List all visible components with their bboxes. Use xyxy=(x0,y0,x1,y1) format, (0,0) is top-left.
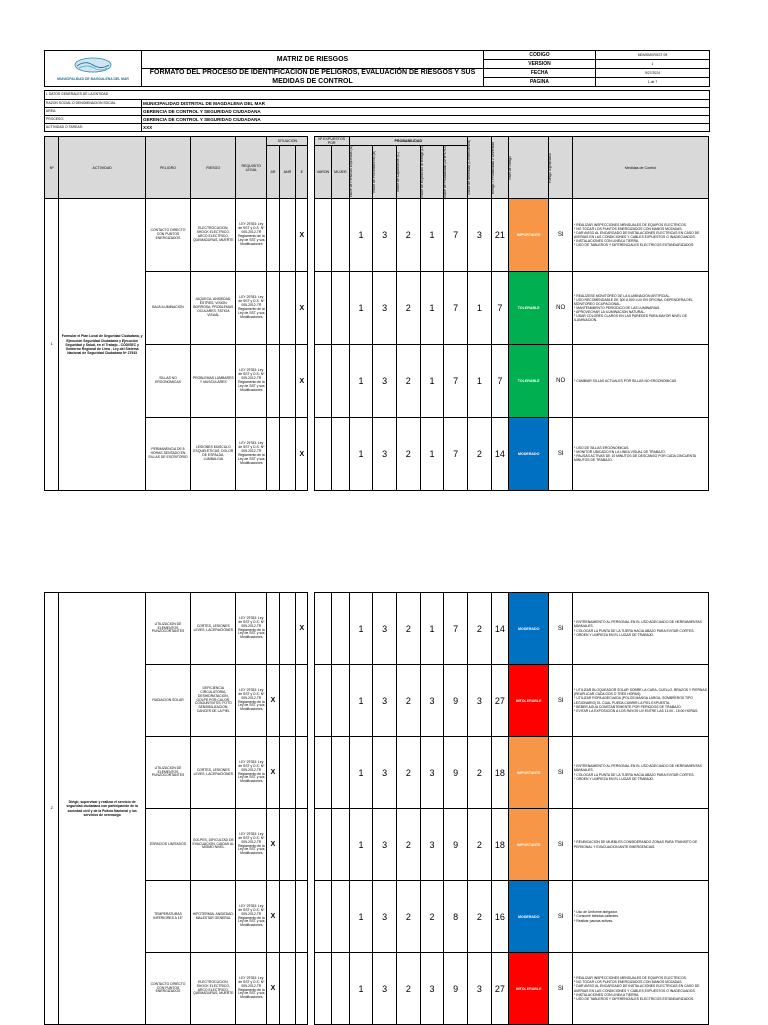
score-c-cell: 2 xyxy=(396,881,420,953)
situacion-e-cell: X xyxy=(296,593,308,665)
score-a-cell: 1 xyxy=(349,809,373,881)
col-e: E xyxy=(296,146,308,199)
situacion-e-cell xyxy=(296,737,308,809)
score-s-cell: 2 xyxy=(468,809,492,881)
control-measures-cell: * ENTRENAMIENTO AL PERSONAL EN EL USO ADECUADO DE HERRAMIENTAS MANUALES. * COLOCAR LA PUNTA DE LA TIJERA HACIA ABAJO PARA EVITAR CORTES. * ORDEN Y LIMPIEZA EN EL LUGAR DE TRABAJO. xyxy=(572,737,708,809)
score-b-cell: 3 xyxy=(373,593,397,665)
risk-level-badge: TOLERABLE xyxy=(509,345,549,418)
field-label: AREA: xyxy=(45,108,142,116)
col-probabilidad: PROBABILIDAD xyxy=(349,137,467,146)
meta-value: MDMSMGRSST 09 xyxy=(596,51,710,60)
peligro-cell: CONTACTO DIRECTO CON PUNTOS ENERGIZADOS xyxy=(145,953,190,1025)
score-s-cell: 2 xyxy=(468,593,492,665)
score-r-cell: 7 xyxy=(491,272,508,345)
mujer-cell xyxy=(332,593,350,665)
meta-label: VERSION xyxy=(484,60,596,69)
control-measures-cell: * REALIZESE MONITOREO DE LA ILUMINACION ARTIFICIAL. * USO RECOMENDABLE DE 300 A 500 LUX EN OFICINA, DEPENDERA DEL MONITOREO OCUPACIONAL. * MANTENIMIENTO PERIODICO DE LAS LUMINARIAS. * APROVECHAR LA ILUMINACION NATURAL. * USAR COLORES CLAROS EN LAS PAREDES PARA MAYOR NIVEL DE ILUMINACION. xyxy=(572,272,708,345)
score-r-cell: 14 xyxy=(491,418,508,491)
varon-cell xyxy=(314,737,332,809)
control-measures-cell: * CAMBIAR SILLAS ACTUALES POR SILLAS NO ERGONOMICAS xyxy=(572,345,708,418)
col-situacion: SITUACION xyxy=(267,137,308,146)
significant-cell: SI xyxy=(549,418,573,491)
situacion-ar-cell xyxy=(267,345,279,418)
varon-cell xyxy=(314,418,331,491)
col-ar: AR xyxy=(267,146,279,199)
score-r-cell: 27 xyxy=(491,665,509,737)
situacion-ar-cell xyxy=(267,199,279,272)
matrix-body-1 xyxy=(45,199,709,491)
score-c-cell: 2 xyxy=(396,953,420,1025)
score-b-cell: 3 xyxy=(373,418,397,491)
score-c-cell: 2 xyxy=(396,593,420,665)
control-measures-cell: * ENTRENAMIENTO AL PERSONAL EN EL USO ADECUADO DE HERRAMIENTAS MANUALES. * COLOCAR LA PUNTA DE LA TIJERA HACIA ABAJO PARA EVITAR CORTES. * ORDEN Y LIMPIEZA EN EL LUGAR DE TRABAJO. xyxy=(572,593,708,665)
situacion-ar-cell xyxy=(267,593,279,665)
meta-label: PAGINA xyxy=(484,78,596,87)
peligro-cell: BAJA ILUMINACION xyxy=(145,272,190,345)
control-measures-cell: * REALIZAR INSPECCIONES MENSUALES DE EQUIPOS ELECTRICOS. * NO TOCAR LOS PUNTOS ENERGIZADOS CON MANOS MOJADAS. * DAR AVISO AL ENCARGADO DE INSTALACIONES ELECTRICAS EN CASO DE AVERIAS EN LAS CONDICIONES Y CABLES EXPUESTOS O INADECUADOS. * INSTALACIONES CON LINEA A TIERRA. * USO DE TABLEROS Y DIFERENCIALES ELECTRICOS ESTANDARIZADOS. xyxy=(572,953,708,1025)
significant-cell: SI xyxy=(549,665,573,737)
situacion-ar-cell xyxy=(267,418,279,491)
situacion-anr-cell xyxy=(279,593,295,665)
col-significativo: Riesgo Significativo xyxy=(548,152,553,183)
general-data xyxy=(44,90,710,132)
score-a-cell: 1 xyxy=(349,272,373,345)
score-r-cell: 18 xyxy=(491,809,509,881)
municipality-logo xyxy=(63,56,123,76)
document-header xyxy=(44,50,710,87)
score-a-cell: 1 xyxy=(349,737,373,809)
score-p-cell: 7 xyxy=(444,418,468,491)
situacion-ar-cell: X xyxy=(267,737,279,809)
page-2 xyxy=(44,592,709,1025)
situacion-e-cell: X xyxy=(296,345,308,418)
situacion-anr-cell xyxy=(279,199,295,272)
legal-requirement-cell: LEY 29783: Ley de SST y D.S. Nº 005-2012-TR Reglamento de la Ley de SST y sus Modificaciones xyxy=(236,272,267,345)
meta-label: CODIGO xyxy=(484,51,596,60)
legal-requirement-cell: LEY 29783: Ley de SST y D.S. Nº 005-2012-TR Reglamento de la Ley de SST y sus Modificaciones xyxy=(236,737,267,809)
legal-requirement-cell: LEY 29783: Ley de SST y D.S. Nº 005-2012-TR Reglamento de la Ley de SST y sus Modificaciones xyxy=(236,665,267,737)
mujer-cell xyxy=(332,272,350,345)
score-r-cell: 14 xyxy=(491,593,509,665)
score-r-cell: 18 xyxy=(491,737,509,809)
varon-cell xyxy=(314,881,332,953)
col-p-a: Indice de Personas Expuestas (A) xyxy=(348,146,353,198)
situacion-anr-cell xyxy=(279,272,295,345)
col-p-b: Indice de Procedimiento (B) xyxy=(372,151,377,193)
legal-requirement-cell: LEY 29783: Ley de SST y D.S. Nº 005-2012-TR Reglamento de la Ley de SST y sus Modificaciones xyxy=(236,199,267,272)
mujer-cell xyxy=(332,418,350,491)
risk-level-badge: TOLERABLE xyxy=(509,272,549,345)
varon-cell xyxy=(314,809,332,881)
mujer-cell xyxy=(332,953,350,1025)
score-b-cell: 3 xyxy=(373,737,397,809)
logo-cell xyxy=(45,51,142,87)
control-measures-cell: * Uso de Uniforme abrigador. * Consumir bebidas calientes. * Realizar pausas activas. xyxy=(572,881,708,953)
score-d-cell: 1 xyxy=(420,272,444,345)
col-n: Nº xyxy=(45,137,59,199)
situacion-ar-cell: X xyxy=(267,953,279,1025)
peligro-cell: TEMPERATURAS INFERIORES A 15° xyxy=(145,881,190,953)
score-r-cell: 21 xyxy=(491,199,508,272)
score-a-cell: 1 xyxy=(349,881,373,953)
col-requisito: REQUISITO LEGAL xyxy=(236,137,267,199)
col-mujer: MUJER xyxy=(332,146,350,199)
situacion-anr-cell xyxy=(279,953,295,1025)
score-c-cell: 2 xyxy=(396,737,420,809)
score-b-cell: 3 xyxy=(373,881,397,953)
legal-requirement-cell: LEY 29783: Ley de SST y D.S. Nº 005-2012-TR Reglamento de la Ley de SST y sus Modificaciones xyxy=(236,593,267,665)
riesgo-cell: LESIONES MUSCULO ESQUELETICAS, DOLOR DE ESPALDA, LUMBALGIA xyxy=(191,418,236,491)
score-d-cell: 1 xyxy=(420,199,444,272)
field-value: GERENCIA DE CONTROL Y SEGURIDAD CIUDADANA xyxy=(142,116,710,124)
field-value: XXX xyxy=(142,124,710,132)
section-label: I. DATOS GENERALES DE LA ENTIDAD xyxy=(45,91,710,100)
col-p-d: Indice de Exposición al Riesgo (D) xyxy=(419,146,424,198)
risk-level-badge: MODERADO xyxy=(509,593,549,665)
significant-cell: SI xyxy=(549,881,573,953)
peligro-cell: SILLAS NO ERGONOMICAS xyxy=(145,345,190,418)
score-d-cell: 1 xyxy=(420,418,444,491)
mujer-cell xyxy=(332,345,350,418)
score-d-cell: 3 xyxy=(420,665,444,737)
peligro-cell: UTILIZACION DE ELEMENTOS PUNZOCORTANTES xyxy=(145,593,190,665)
score-a-cell: 1 xyxy=(349,199,373,272)
riesgo-cell: DEFICIENCIA CIRCULATORIA, DESHIDRATACION, GOLPE POR CALOR, CONJUNTIVITIS, FOTO SENSIBILIZACION, CANCER DE LA PIEL xyxy=(191,665,236,737)
score-c-cell: 2 xyxy=(396,199,420,272)
situacion-e-cell: X xyxy=(296,418,308,491)
meta-value: 1 xyxy=(596,60,710,69)
score-p-cell: 8 xyxy=(444,881,468,953)
score-p-cell: 9 xyxy=(444,809,468,881)
score-p-cell: 7 xyxy=(444,345,468,418)
riesgo-cell: ELECTROCUCION, SHOCK ELECTRICO, ARCO ELECTRICO, QUEMADURAS, MUERTE xyxy=(191,199,236,272)
varon-cell xyxy=(314,593,332,665)
score-a-cell: 1 xyxy=(349,593,373,665)
score-s-cell: 1 xyxy=(468,272,492,345)
score-p-cell: 7 xyxy=(444,272,468,345)
score-b-cell: 3 xyxy=(373,809,397,881)
risk-level-badge: MODERADO xyxy=(509,881,549,953)
significant-cell: SI xyxy=(549,953,573,1025)
peligro-cell: UTILIZACION DE ELEMENTOS PUNZOCORTANTES xyxy=(145,737,190,809)
score-b-cell: 3 xyxy=(373,953,397,1025)
col-anr: ANR xyxy=(279,146,295,199)
situacion-e-cell: X xyxy=(296,272,308,345)
riesgo-cell: JAQUECA, ANSIEDAD, ESTRES, VISION BORROSA, PROBLEMAS OCULARES, FATIGA VISUAL xyxy=(191,272,236,345)
score-c-cell: 2 xyxy=(396,418,420,491)
control-measures-cell: * REUBICACION DE MUEBLES CONSIDERANDO ZONAS PARA TRANSITO DE PERSONAL Y EVACUACION ANTE EMERGENCIAS. xyxy=(572,809,708,881)
col-riesgo: RIESGO xyxy=(191,137,236,199)
legal-requirement-cell: LEY 29783: Ley de SST y D.S. Nº 005-2012-TR Reglamento de la Ley de SST y sus Modificaciones xyxy=(236,809,267,881)
peligro-cell: RADIACION SOLAR xyxy=(145,665,190,737)
meta-label: FECHA xyxy=(484,69,596,78)
risk-level-badge: IMPORTANTE xyxy=(509,737,549,809)
mujer-cell xyxy=(332,737,350,809)
score-r-cell: 7 xyxy=(491,345,508,418)
significant-cell: SI xyxy=(549,737,573,809)
table-row xyxy=(45,593,709,665)
score-a-cell: 1 xyxy=(349,953,373,1025)
legal-requirement-cell: LEY 29783: Ley de SST y D.S. Nº 005-2012-TR Reglamento de la Ley de SST y sus Modificaciones xyxy=(236,881,267,953)
situacion-ar-cell: X xyxy=(267,809,279,881)
risk-matrix-page-2 xyxy=(44,592,709,1025)
control-measures-cell: * REALIZAR INSPECCIONES MENSUALES DE EQUIPOS ELECTRICOS. * NO TOCAR LOS PUNTOS ENERGIZADOS CON MANOS MOJADAS. * DAR AVISO AL ENCARGADO DE INSTALACIONES ELECTRICAS EN CASO DE AVERIAS EN LAS CONDICIONES Y CABLES EXPUESTOS O INADECUADOS. * INSTALACIONES CON LINEA A TIERRA. * USO DE TABLEROS Y DIFERENCIALES ELECTRICOS ESTANDARIZADOS. xyxy=(572,199,708,272)
org-name: MUNICIPALIDAD DE MAGDALENA DEL MAR xyxy=(57,77,129,81)
control-measures-cell: * USO DE SILLAS ERGONOMICAS. * MONITOR UBICADO EN LA LINEA VISUAL DE TRABAJO. * PAUSAS ACTIVAS DE 10 MINUTOS DE DESCANSO POR CADA CINCUENTA MINUTOS DE TRABAJO. xyxy=(572,418,708,491)
riesgo-cell: ELECTROCUCION, SHOCK ELECTRICO, ARCO ELECTRICO, QUEMADURAS, MUERTE xyxy=(191,953,236,1025)
score-p-cell: 9 xyxy=(444,665,468,737)
significant-cell: SI xyxy=(549,593,573,665)
varon-cell xyxy=(314,345,331,418)
significant-cell: NO xyxy=(549,272,573,345)
riesgo-cell: CORTES, LESIONES LEVES, LACERACIONES xyxy=(191,593,236,665)
varon-cell xyxy=(314,199,331,272)
score-s-cell: 2 xyxy=(468,418,492,491)
mujer-cell xyxy=(332,809,350,881)
col-p-prob: Indice de Probabilidad (A+B+C+D) xyxy=(443,146,448,199)
meta-value: 9/27/2024 xyxy=(596,69,710,78)
legal-requirement-cell: LEY 29783: Ley de SST y D.S. Nº 005-2012-TR Reglamento de la Ley de SST y sus Modificaciones xyxy=(236,418,267,491)
col-nivel: Nivel de Riesgo xyxy=(508,155,513,180)
score-d-cell: 1 xyxy=(420,345,444,418)
score-d-cell: 2 xyxy=(420,881,444,953)
document-title: MATRIZ DE RIESGOS xyxy=(142,51,484,69)
document-subtitle: FORMATO DEL PROCESO DE IDENTIFICACION DE PELIGROS, EVALUACIÓN DE RIESGOS Y SUS MEDIDAS DE CONTROL xyxy=(142,69,484,87)
score-p-cell: 9 xyxy=(444,737,468,809)
row-number: 1 xyxy=(45,199,59,491)
riesgo-cell: PROBLEMAS LUMBARES Y MUSCULARES xyxy=(191,345,236,418)
score-d-cell: 3 xyxy=(420,809,444,881)
riesgo-cell: GOLPES, DIFICULTAD DE EVACUACION, CAIDAS AL MISMO NIVEL xyxy=(191,809,236,881)
mujer-cell xyxy=(332,665,350,737)
col-expuestos: Nº EXPUESTOS POR xyxy=(314,137,349,146)
field-value: GERENCIA DE CONTROL Y SEGURIDAD CIUDADANA xyxy=(142,108,710,116)
situacion-anr-cell xyxy=(279,737,295,809)
score-s-cell: 1 xyxy=(468,345,492,418)
score-s-cell: 3 xyxy=(468,199,492,272)
control-measures-cell: * UTILIZAR BLOQUEADOR SOLAR SOBRE LA CARA, CUELLO, BRAZOS Y PIERNAS (REAPLICAR CADA DOS O TRES HORAS). * UTILIZAR ROPA ADECUADA (POLOS MANGA LARGA, SOMBREROS TIPO LEGIONARIO) EL CUAL PUEDA CUBRIR LA PIEL EXPUESTA. * BEBER AGUA CONSTANTEMENTE POR PERIODOS DE TRABAJO. * EVITAR LA EXPOSICION A LOS RAYOS UV ENTRE LAS 11:00 - 15:00 HORAS. xyxy=(572,665,708,737)
matrix-body-2 xyxy=(45,593,709,1025)
score-p-cell: 9 xyxy=(444,953,468,1025)
situacion-e-cell xyxy=(296,665,308,737)
score-b-cell: 3 xyxy=(373,199,397,272)
situacion-ar-cell: X xyxy=(267,881,279,953)
peligro-cell: PERMANENCIA DE 8 HORAS SENTADO EN SILLAS DE ESCRITORIO xyxy=(145,418,190,491)
risk-level-badge: MODERADO xyxy=(509,418,549,491)
field-value: MUNICIPALIDAD DISTRITAL DE MAGDALENA DEL MAR xyxy=(142,100,710,108)
legal-requirement-cell: LEY 29783: Ley de SST y D.S. Nº 005-2012-TR Reglamento de la Ley de SST y sus Modificaciones xyxy=(236,345,267,418)
peligro-cell: ESPACIOS LIMITADOS xyxy=(145,809,190,881)
significant-cell: SI xyxy=(549,199,573,272)
situacion-e-cell: X xyxy=(296,199,308,272)
score-c-cell: 2 xyxy=(396,665,420,737)
row-number: 2 xyxy=(45,593,59,1025)
situacion-anr-cell xyxy=(279,881,295,953)
score-s-cell: 3 xyxy=(468,953,492,1025)
peligro-cell: CONTACTO DIRECTO CON PUNTOS ENERGIZADOS xyxy=(145,199,190,272)
meta-value: 1 de 7 xyxy=(596,78,710,87)
score-s-cell: 2 xyxy=(468,737,492,809)
field-label: ACTIVIDAD O TAREAS: xyxy=(45,124,142,132)
score-b-cell: 3 xyxy=(373,345,397,418)
score-d-cell: 1 xyxy=(420,593,444,665)
situacion-anr-cell xyxy=(279,665,295,737)
situacion-anr-cell xyxy=(279,345,295,418)
varon-cell xyxy=(314,953,332,1025)
riesgo-cell: CORTES, LESIONES LEVES, LACERACIONES xyxy=(191,737,236,809)
score-b-cell: 3 xyxy=(373,665,397,737)
score-a-cell: 1 xyxy=(349,418,373,491)
col-actividad: ACTIVIDAD xyxy=(59,137,145,199)
score-p-cell: 7 xyxy=(444,199,468,272)
col-varon: VARON xyxy=(314,146,331,199)
score-c-cell: 2 xyxy=(396,272,420,345)
col-riesgo-valor: Riesgo = Probabilidad x Severidad xyxy=(490,141,495,194)
activity-description: Formular el Plan Local de Seguridad Ciudadana, y Ejecución Seguridad Ciudadana y Ejecución Seguridad y Salud, en el Trabajo - CODISEC y Gobierno Regional de Lima - Ley del Sistema Nacional de Seguridad Ciudadana Nº 27933 xyxy=(59,199,145,491)
situacion-anr-cell xyxy=(279,418,295,491)
situacion-anr-cell xyxy=(279,809,295,881)
score-a-cell: 1 xyxy=(349,665,373,737)
score-r-cell: 27 xyxy=(491,953,509,1025)
situacion-e-cell xyxy=(296,881,308,953)
mujer-cell xyxy=(332,881,350,953)
score-a-cell: 1 xyxy=(349,345,373,418)
risk-matrix-page-1 xyxy=(44,136,709,491)
riesgo-cell: HIPOTERMIA, ANSIEDAD, MALESTAR GENERAL xyxy=(191,881,236,953)
page-1 xyxy=(44,50,709,491)
risk-level-badge: INTOLERABLE xyxy=(509,953,549,1025)
table-row xyxy=(45,199,709,272)
significant-cell: SI xyxy=(549,809,573,881)
risk-level-badge: IMPORTANTE xyxy=(509,809,549,881)
situacion-e-cell xyxy=(296,953,308,1025)
score-r-cell: 16 xyxy=(491,881,509,953)
score-p-cell: 7 xyxy=(444,593,468,665)
situacion-ar-cell xyxy=(267,272,279,345)
varon-cell xyxy=(314,272,331,345)
score-s-cell: 2 xyxy=(468,881,492,953)
situacion-ar-cell: X xyxy=(267,665,279,737)
legal-requirement-cell: LEY 29783: Ley de SST y D.S. Nº 005-2012-TR Reglamento de la Ley de SST y sus Modificaciones xyxy=(236,953,267,1025)
risk-level-badge: INTOLERABLE xyxy=(509,665,549,737)
col-p-c: Indice de Capacitación (C) xyxy=(395,152,400,193)
score-b-cell: 3 xyxy=(373,272,397,345)
mujer-cell xyxy=(332,199,350,272)
col-peligro: PELIGRO xyxy=(145,137,190,199)
field-label: RAZON SOCIAL O DENOMINACION SOCIAL xyxy=(45,100,142,108)
score-c-cell: 2 xyxy=(396,345,420,418)
score-d-cell: 3 xyxy=(420,953,444,1025)
risk-level-badge: IMPORTANTE xyxy=(509,199,549,272)
significant-cell: NO xyxy=(549,345,573,418)
field-label: PROCESO: xyxy=(45,116,142,124)
score-s-cell: 3 xyxy=(468,665,492,737)
varon-cell xyxy=(314,665,332,737)
score-d-cell: 3 xyxy=(420,737,444,809)
score-c-cell: 2 xyxy=(396,809,420,881)
col-severidad: Indice de Severidad (Consecuencia) xyxy=(467,140,472,195)
activity-description: Dirigir, supervisar y realizar el servicio de seguridad ciudadana con participación de la sociedad civil y de la Policía Nacional y los servicios de serenazgo xyxy=(59,593,145,1025)
col-medidas: Medidas de Control xyxy=(572,137,708,199)
situacion-e-cell xyxy=(296,809,308,881)
